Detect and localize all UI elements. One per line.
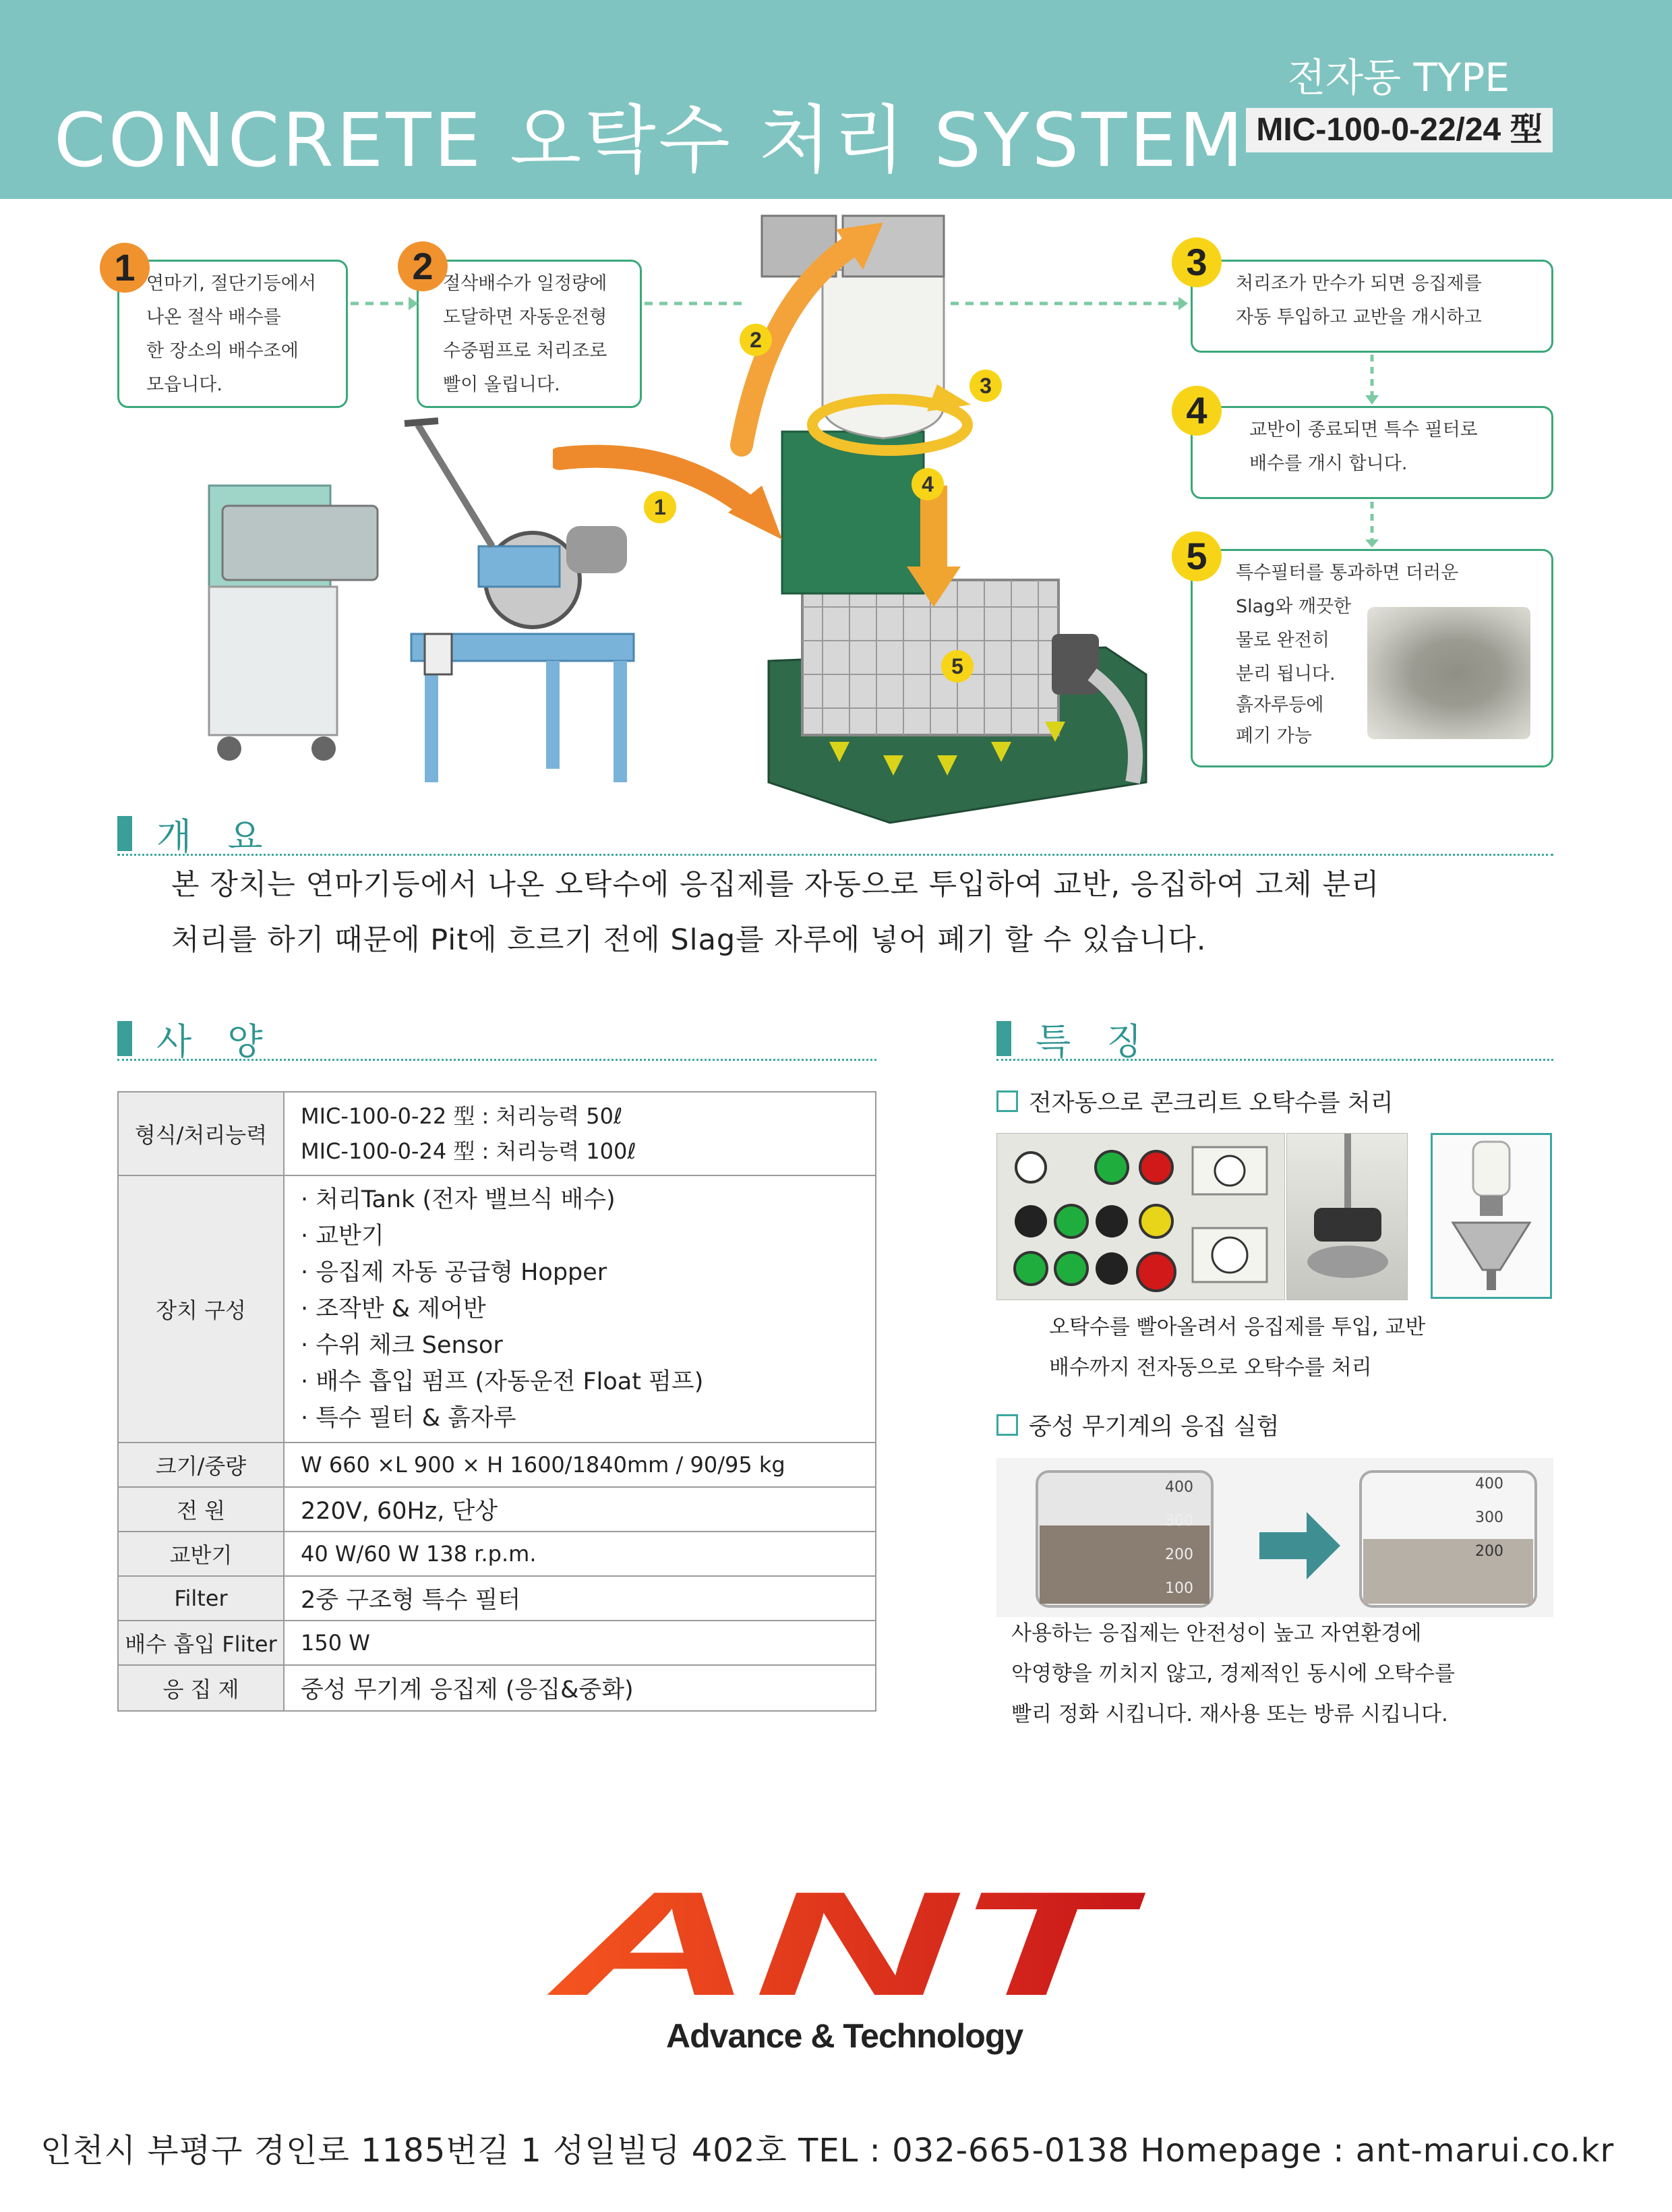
step-3-line: 자동 투입하고 교반을 개시하고 — [1236, 307, 1482, 328]
brand-name: Advance & Technology — [666, 2017, 1023, 2055]
beaker-mark: 100 — [1165, 1580, 1193, 1597]
spec-line: MIC-100-0-22 型 : 처리능력 50ℓ — [301, 1103, 623, 1129]
feature-title-1 — [996, 1084, 1394, 1118]
hopper-photo — [1286, 1133, 1408, 1300]
spec-value — [284, 1092, 876, 1175]
spec-heading-text: 사 양 — [156, 1020, 275, 1063]
table-row — [118, 1532, 876, 1576]
beaker-drawing — [996, 1458, 1553, 1617]
step-1-line: 한 장소의 배수조에 — [146, 341, 299, 361]
page-title: CONCRETE 오탁수 처리 SYSTEM — [54, 97, 1246, 183]
step-5-line: 폐기 가능 — [1236, 726, 1312, 747]
step-badge-2: 2 — [398, 241, 448, 291]
beaker-experiment-photo — [996, 1458, 1553, 1617]
spec-value: W 660 ×L 900 × H 1600/1840mm / 90/95 kg — [284, 1443, 876, 1487]
spec-label: 교반기 — [118, 1532, 284, 1576]
spec-label: 응 집 제 — [118, 1665, 284, 1711]
spec-value: 2중 구조형 특수 필터 — [284, 1576, 876, 1621]
spec-heading — [117, 1012, 876, 1061]
spec-label: 배수 흡입 Fliter — [118, 1621, 284, 1665]
step-5-line: 특수필터를 통과하면 더러운 — [1236, 562, 1459, 583]
table-row — [118, 1576, 876, 1621]
caption-line: 배수까지 전자동으로 오탁수를 처리 — [1049, 1356, 1372, 1380]
photo-marker-3: 3 — [969, 370, 1002, 402]
table-row — [118, 1487, 876, 1532]
table-row — [118, 1175, 876, 1443]
type-label: 전자동 TYPE — [1288, 55, 1510, 100]
beaker-mark: 200 — [1475, 1543, 1503, 1560]
caption-line: 오탁수를 빨아올려서 응집제를 투입, 교반 — [1049, 1315, 1426, 1339]
connector-arrowhead — [1178, 297, 1188, 310]
feature-caption-1 — [1049, 1307, 1425, 1388]
step-badge-4: 4 — [1172, 386, 1222, 436]
step-2-line: 빨이 올립니다. — [443, 374, 560, 395]
spec-line: · 수위 체크 Sensor — [301, 1332, 503, 1359]
caption-line: 악영향을 끼치지 않고, 경제적인 동시에 오탁수를 — [1011, 1662, 1456, 1686]
beaker-mark: 300 — [1165, 1513, 1193, 1530]
dispenser-photo — [1431, 1133, 1552, 1299]
logo-wordmark: ANT — [546, 1882, 1146, 2016]
photo-marker-2: 2 — [740, 324, 772, 356]
beaker-mark: 400 — [1165, 1479, 1193, 1496]
spec-label: 형식/처리능력 — [118, 1092, 284, 1175]
spec-line: · 조작반 & 제어반 — [301, 1296, 486, 1322]
spec-line: · 응집제 자동 공급형 Hopper — [301, 1259, 607, 1286]
checkbox-icon — [996, 1414, 1018, 1436]
feature-caption-2 — [1011, 1613, 1455, 1735]
spec-label: 장치 구성 — [118, 1175, 284, 1443]
table-row — [118, 1621, 876, 1665]
spec-line: · 특수 필터 & 흙자루 — [301, 1405, 516, 1432]
step-2-line: 도달하면 자동운전형 — [443, 307, 607, 328]
step-5-line: 물로 완전히 — [1236, 630, 1330, 651]
step-1-line: 나온 절삭 배수를 — [146, 307, 281, 328]
ant-logo — [539, 1882, 1146, 2016]
table-row — [118, 1443, 876, 1487]
feature-title-text: 중성 무기계의 응집 실험 — [1029, 1414, 1280, 1440]
step-1-line: 모읍니다. — [146, 374, 222, 395]
spec-value: 중성 무기계 응집제 (응집&중화) — [284, 1665, 876, 1711]
overview-heading — [117, 807, 1553, 856]
spec-line: MIC-100-0-24 型 : 처리능력 100ℓ — [301, 1138, 636, 1164]
spec-line: · 처리Tank (전자 밸브식 배수) — [301, 1186, 616, 1213]
features-heading — [996, 1012, 1553, 1061]
photo-marker-5: 5 — [941, 650, 974, 682]
control-panel-drawing — [997, 1134, 1284, 1300]
caption-line: 빨리 정화 시킵니다. 재사용 또는 방류 시킵니다. — [1011, 1702, 1448, 1726]
beaker-mark: 300 — [1475, 1509, 1503, 1526]
spec-label: 전 원 — [118, 1487, 284, 1532]
table-row — [118, 1665, 876, 1711]
spec-line: · 배수 흡입 펌프 (자동운전 Float 펌프) — [301, 1368, 704, 1395]
overview-line: 처리를 하기 때문에 Pit에 흐르기 전에 Slag를 자루에 넣어 폐기 할 수 있습니다. — [171, 923, 1207, 957]
spec-label: Filter — [118, 1576, 284, 1621]
heading-bar — [117, 1021, 132, 1056]
step-2-line: 절삭배수가 일정량에 — [443, 273, 607, 294]
overview-line: 본 장치는 연마기등에서 나온 오탁수에 응집제를 자동으로 투입하여 교반, 응집하여 고체 분리 — [171, 868, 1380, 902]
step-5-line: Slag와 깨끗한 — [1236, 596, 1352, 617]
control-panel-photo — [996, 1133, 1285, 1300]
connector-arrowhead — [409, 297, 418, 310]
step-4-line: 배수를 개시 합니다. — [1249, 453, 1408, 474]
step-badge-5: 5 — [1172, 531, 1222, 581]
beaker-mark: 200 — [1165, 1546, 1193, 1563]
step-5-line: 흙자루등에 — [1236, 695, 1324, 716]
photo-marker-1: 1 — [644, 491, 676, 523]
checkbox-icon — [996, 1090, 1018, 1112]
features-heading-text: 특 징 — [1036, 1020, 1154, 1063]
spec-line: · 교반기 — [301, 1223, 384, 1250]
spec-value: 40 W/60 W 138 r.p.m. — [284, 1532, 876, 1576]
spec-label: 크기/중량 — [118, 1443, 284, 1487]
spec-table — [117, 1091, 876, 1712]
step-badge-3: 3 — [1172, 237, 1222, 287]
heading-bar — [117, 816, 132, 851]
photo-marker-4: 4 — [912, 468, 944, 500]
model-badge: MIC-100-0-22/24 型 — [1246, 108, 1553, 152]
beaker-mark: 400 — [1475, 1476, 1503, 1492]
dispenser-drawing — [1433, 1135, 1550, 1297]
overview-heading-text: 개 요 — [156, 815, 275, 858]
heading-bar — [996, 1021, 1011, 1056]
connector-arrowhead — [1365, 540, 1379, 548]
step-2-line: 수중펌프로 처리조로 — [443, 341, 607, 361]
footer-address: 인천시 부평구 경인로 1185번길 1 성일빌딩 402호 TEL : 032-665-0138 Homepage : ant-marui.co.kr — [40, 2132, 1615, 2170]
hopper-drawing — [1287, 1134, 1407, 1300]
table-row — [118, 1092, 876, 1175]
step-3-line: 처리조가 만수가 되면 응집제를 — [1236, 273, 1482, 294]
spec-value — [284, 1175, 876, 1443]
spec-value: 150 W — [284, 1621, 876, 1665]
feature-title-text: 전자동으로 콘크리트 오탁수를 처리 — [1029, 1090, 1394, 1117]
step-4-line: 교반이 종료되면 특수 필터로 — [1249, 419, 1478, 440]
feature-title-2 — [996, 1408, 1279, 1442]
connector-arrowhead — [1365, 395, 1379, 405]
step-1-line: 연마기, 절단기등에서 — [146, 273, 316, 294]
flow-arrow-1 — [553, 438, 796, 546]
step-5-line: 분리 됩니다. — [1236, 664, 1336, 685]
caption-line: 사용하는 응집제는 안전성이 높고 자연환경에 — [1011, 1621, 1422, 1646]
step-badge-1: 1 — [100, 243, 150, 293]
spec-value: 220V, 60Hz, 단상 — [284, 1487, 876, 1532]
